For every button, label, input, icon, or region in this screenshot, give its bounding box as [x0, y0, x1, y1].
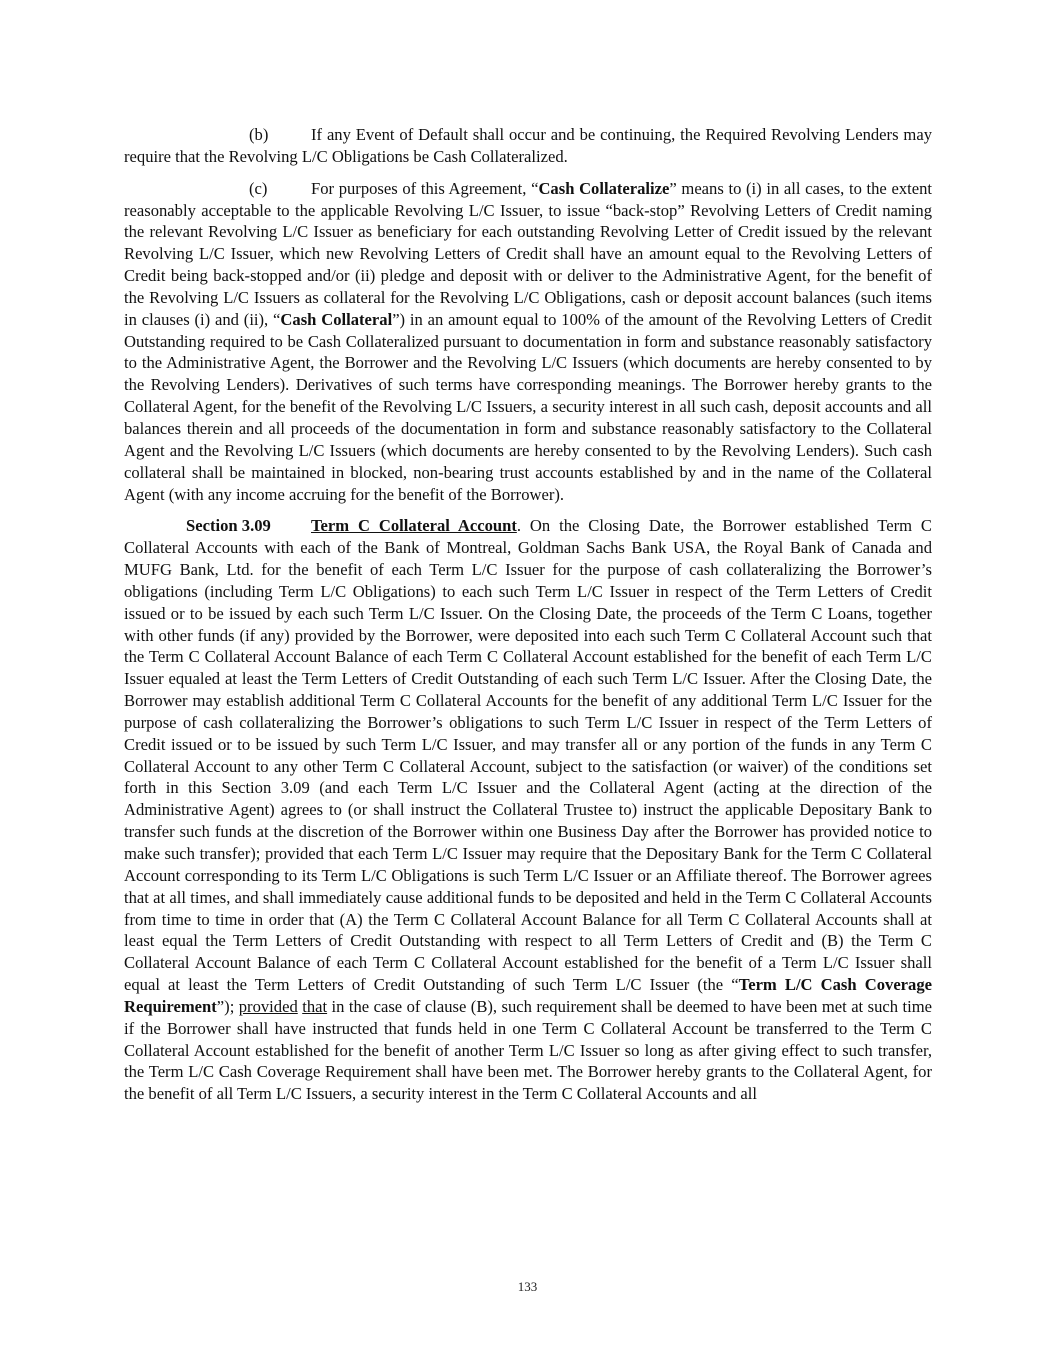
section-text-1: . On the Closing Date, the Borrower established Term C Collateral Accounts with each of the Bank of Montreal, Goldman Sachs Bank USA, the Royal Bank of Canada and MUFG Bank, Ltd. for the benefit of each Term L/C Issuer for the purpose of cash collateralizing the Borrower’s obligations (including Term L/C Obligations) to each such Term L/C Issuer in respect of the Term Letters of Credit issued or to be issued by each such Term L/C Issuer. On the Closing Date, the proceeds of the Term C Loans, together with other funds (if any) provided by the Borrower, were deposited into each such Term C Collateral Account such that the Term C Collateral Account Balance of each Term C Collateral Account established for the benefit of each Term L/C Issuer equaled at least the Term Letters of Credit Outstanding of each such Term L/C Issuer. After the Closing Date, the Borrower may establish additional Term C Collateral Accounts for the benefit of any additional Term L/C Issuer for the purpose of cash collateralizing the Borrower’s obligations to such Term L/C Issuer in respect of the Term Letters of Credit issued or to be issued by such Term L/C Issuer, and may transfer all or any portion of the funds in any Term C Collateral Account to any other Term C Collateral Account, subject to the satisfaction (or waiver) of the conditions set forth in this Section 3.09 (and each Term L/C Issuer and the Collateral Agent (acting at the direction of the Administrative Agent) agrees to (or shall instruct the Collateral Trustee to) instruct the applicable Depositary Bank to transfer such funds at the discretion of the Borrower within one Business Day after the Borrower has provided notice to make such transfer); provided that each Term L/C Issuer may require that the Depositary Bank for the Term C Collateral Account corresponding to its Term L/C Obligations is such Term L/C Issuer or an Affiliate thereof. The Borrower agrees that at all times, and shall immediately cause additional funds to be deposited and held in the Term C Collateral Accounts from time to time in order that (A) the Term C Collateral Account Balance for all Term C Collateral Accounts shall at least equal the Term Letters of Credit Outstanding with respect to all Term Letters of Credit and (B) the Term C Collateral Account Balance of each Term C Collateral Account established for the benefit of a Term L/C Issuer shall equal at least the Term Letters of Credit Outstanding of such Term L/C Issuer (the “ [124, 516, 932, 995]
section-text-3: in the case of clause (B), such requirement shall be deemed to have been met at such time if the Borrower shall have instructed that funds held in one Term C Collateral Account be transferred to the Term C Collateral Account established for the benefit of another Term L/C Issuer so long as after giving effect to such transfer, the Term L/C Cash Coverage Requirement shall have been met. The Borrower hereby grants to the Collateral Agent, for the benefit of all Term L/C Issuers, a security interest in the Term C Collateral Accounts and all [124, 996, 932, 1104]
paragraph-c-text-1: For purposes of this Agreement, “ [311, 178, 539, 198]
page-number: 133 [517, 1279, 538, 1294]
paragraph-b-label: (b) [249, 125, 269, 144]
section-text-2: ”); [216, 996, 239, 1016]
defined-term-cash-collateral: Cash Collateral [280, 309, 393, 329]
paragraph-b-text: If any Event of Default shall occur and be continuing, the Required Revolving Lenders may require that the Revolving L/C Obligations be Cash Collateralized. [124, 125, 932, 166]
that-underlined: that [302, 996, 328, 1016]
paragraph-c-text-3: ”) in an amount equal to 100% of the amount of the Revolving Letters of Credit Outstanding required to be Cash Collateralized pursuant to documentation in form and substance reasonably satisfactory to the Administrative Agent, the Borrower and the Revolving L/C Issuers (which documents are hereby consented to by the Revolving Lenders). Derivatives of such terms have corresponding meanings. The Borrower hereby grants to the Collateral Agent, for the benefit of the Revolving L/C Issuers, a security interest in all such cash, deposit accounts and all balances therein and all proceeds of the documentation in form and substance reasonably satisfactory to the Collateral Agent and the Revolving L/C Issuers (which documents are hereby consented to by the Revolving Lenders). Such cash collateral shall be maintained in blocked, non-bearing trust accounts established by and in the name of the Collateral Agent (with any income accruing for the benefit of the Borrower). [124, 309, 932, 504]
provided-underlined: provided [238, 996, 298, 1016]
section-title: Term C Collateral Account [311, 516, 517, 536]
paragraph-c-text-2: ” means to (i) in all cases, to the extent reasonably acceptable to the applicable Revolving L/C Issuer, to issue “back-stop” Revolving Letters of Credit naming the relevant Revolving L/C Issuer as beneficiary for each outstanding Revolving Letter of Credit issued by the relevant Revolving L/C Issuer, which new Revolving Letters of Credit shall have an amount equal to the Revolving Letters of Credit being back-stopped and/or (ii) pledge and deposit with or deliver to the Administrative Agent, for the benefit of the Revolving L/C Issuers as collateral for the Revolving L/C Obligations, cash or deposit account balances (such items in clauses (i) and (ii), “ [124, 178, 933, 329]
section-3-09 [124, 515, 932, 1105]
paragraph-b [124, 124, 932, 168]
paragraph-c [124, 178, 932, 506]
paragraph-c-label: (c) [249, 178, 268, 198]
defined-term-cash-collateralize: Cash Collateralize [538, 178, 670, 198]
document-body [124, 124, 932, 1115]
defined-term-cash-coverage: Term L/C Cash Coverage Requirement [124, 975, 933, 1016]
section-number: Section 3.09 [186, 516, 271, 536]
